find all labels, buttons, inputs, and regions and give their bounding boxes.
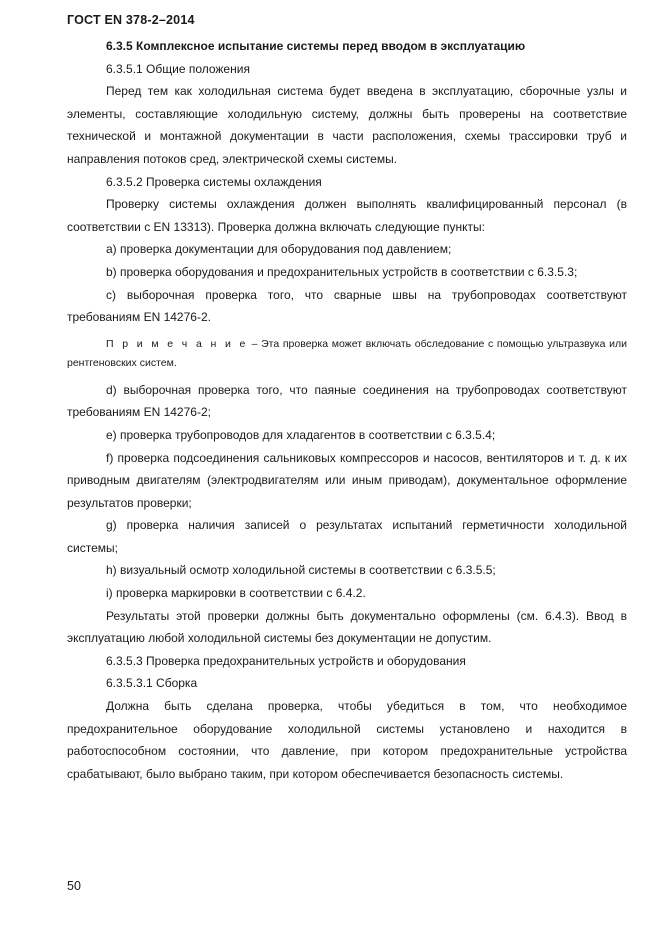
standard-header: ГОСТ EN 378-2–2014 xyxy=(67,13,195,27)
list-item-i: i) проверка маркировки в соответствии с 6.4.2. xyxy=(106,586,366,601)
section-6-3-5-3-1-title: 6.3.5.3.1 Сборка xyxy=(106,676,198,691)
list-item-b: b) проверка оборудования и предохранительных устройств в соответствии с 6.3.5.3; xyxy=(106,264,578,279)
section-6-3-5-1-title: 6.3.5.1 Общие положения xyxy=(106,61,250,76)
list-item-f: f) проверка подсоединения сальниковых компрессоров и насосов, вентиляторов и т. д. к их приводным двигателям (электродвигателям или иным приводам), документальное оформление результатов проверки; xyxy=(67,450,627,510)
note-text: – Эта проверка может включать обследование с помощью ультразвука или рентгеновских систем. xyxy=(67,337,627,369)
section-6-3-5-2-text: Проверку системы охлаждения должен выполнять квалифицированный персонал (в соответствии с EN 13313). Проверка должна включать следующие пункты: xyxy=(67,197,627,234)
list-item-c: с) выборочная проверка того, что сварные швы на трубопроводах соответствуют требованиям EN 14276-2. xyxy=(67,287,627,325)
section-6-3-5-1-text: Перед тем как холодильная система будет введена в эксплуатацию, сборочные узлы и элементы, составляющие холодильную систему, должны быть проверены на соответствие технической и монтажной документации в части расположения, схемы трассировки труб и направления потоков сред, электрической схемы системы. xyxy=(67,84,627,166)
list-item-g: g) проверка наличия записей о результатах испытаний герметичности холодильной системы; xyxy=(67,518,627,555)
section-6-3-5-2-title: 6.3.5.2 Проверка системы охлаждения xyxy=(106,174,322,189)
list-item-a: а) проверка документации для оборудования под давлением; xyxy=(106,242,452,257)
note xyxy=(67,335,627,373)
results-paragraph: Результаты этой проверки должны быть документально оформлены (см. 6.4.3). Ввод в эксплуатацию любой холодильной системы без документации не допустим. xyxy=(67,608,627,646)
list-item-d: d) выборочная проверка того, что паяные соединения на трубопроводах соответствуют требованиям EN 14276-2; xyxy=(67,382,627,420)
list-item-h: h) визуальный осмотр холодильной системы в соответствии с 6.3.5.5; xyxy=(106,563,496,578)
section-6-3-5-3-1-text: Должна быть сделана проверка, чтобы убедиться в том, что необходимое предохранительное оборудование холодильной системы установлено и находится в работоспособном состоянии, что давление, при котором предохранительные устройства срабатывают, было выбрано таким, при котором обеспечивается безопасность системы. xyxy=(67,699,627,781)
section-6-3-5-title: 6.3.5 Комплексное испытание системы перед вводом в эксплуатацию xyxy=(106,39,526,53)
section-6-3-5-3-title: 6.3.5.3 Проверка предохранительных устройств и оборудования xyxy=(106,653,466,668)
page-number: 50 xyxy=(67,879,81,893)
document-body xyxy=(67,35,627,785)
list-item-e: е) проверка трубопроводов для хладагентов в соответствии с 6.3.5.4; xyxy=(106,427,496,442)
note-label: П р и м е ч а н и е xyxy=(106,337,248,350)
